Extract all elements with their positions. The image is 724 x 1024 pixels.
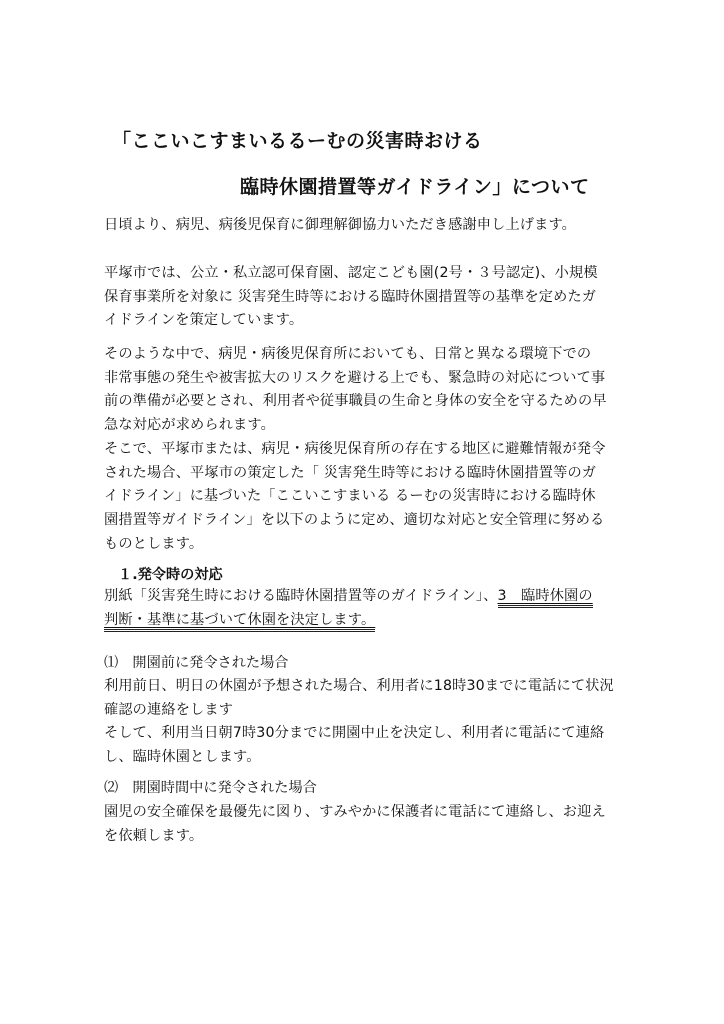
subsection-2-paragraph <box>104 801 624 848</box>
context-line: そこで、平塚市または、病児・病後児保育所の存在する地区に避難情報が発令 <box>104 440 606 457</box>
document-title-line-1: 「ここいこすまいるるーむの災害時おける <box>112 130 483 152</box>
section-1-heading: １.発令時の対応 <box>118 567 223 583</box>
intro-line: 保育事業所を対象に 災害発生時等における臨時休園措置等の基準を定めたガ <box>104 288 597 305</box>
context-line: 園措置等ガイドライン」を以下のように定め、適切な対応と安全管理に努める <box>104 511 605 528</box>
intro-paragraph <box>104 262 624 333</box>
context-line: 非常事態の発生や被害拡大のリスクを避ける上でも、緊急時の対応について事 <box>104 369 606 386</box>
subsection-1-heading: ⑴ 開園前に発令された場合 <box>104 655 289 671</box>
context-line: された場合、平塚市の策定した「 災害発生時等における臨時休園措置等のガ <box>104 464 597 481</box>
section-1-underlined-text: 3 臨時休園の <box>498 588 593 608</box>
subsection-2-heading: ⑵ 開園時間中に発令された場合 <box>104 780 317 796</box>
section-1-underlined-text: 判断・基準に基づいて休園を決定します。 <box>104 612 375 632</box>
context-line: ものとします。 <box>104 535 204 552</box>
context-line: イドライン」に基づいた「ここいこすまいる るーむの災害時における臨時休 <box>104 488 596 505</box>
subsection-2-line: 園児の安全確保を最優先に図り、すみやかに保護者に電話にて連絡し、お迎え <box>104 804 606 820</box>
intro-line: イドラインを策定しています。 <box>104 312 304 329</box>
subsection-1-line: 確認の連絡をします <box>104 701 234 718</box>
subsection-2-line: を依頼します。 <box>104 827 204 844</box>
greeting-line: 日頃より、病児、病後児保育に御理解御協力いただき感謝申し上げます。 <box>104 217 577 233</box>
section-1-text: 別紙「災害発生時における臨時休園措置等のガイドライン」、 <box>104 588 498 604</box>
subsection-1-line: そして、利用当日朝7時30分までに開園中止を決定し、利用者に電話にて連絡 <box>104 725 605 742</box>
context-line: そのような中で、病児・病後児保育所においても、日常と異なる環境下での <box>104 346 592 362</box>
greeting-paragraph <box>104 214 624 238</box>
subsection-1-line: し、臨時休園とします。 <box>104 749 261 766</box>
intro-line: 平塚市では、公立・私立認可保育園、認定こども園(2号・３号認定)、小規模 <box>104 265 598 281</box>
section-1-paragraph <box>104 585 624 632</box>
context-line: 急な対応が求められます。 <box>104 417 275 434</box>
subsection-1-line: 利用前日、明日の休園が予想された場合、利用者に18時30までに電話にて状況 <box>104 678 614 694</box>
section-1-line-2 <box>104 609 624 633</box>
context-line: 前の準備が必要とされ、利用者や従事職員の生命と身体の安全を守るための早 <box>104 393 607 410</box>
context-paragraph <box>104 343 624 556</box>
document-title-line-2: 臨時休園措置等ガイドライン」について <box>240 176 590 198</box>
section-1-line-1 <box>104 585 624 609</box>
subsection-1-paragraph <box>104 675 624 770</box>
